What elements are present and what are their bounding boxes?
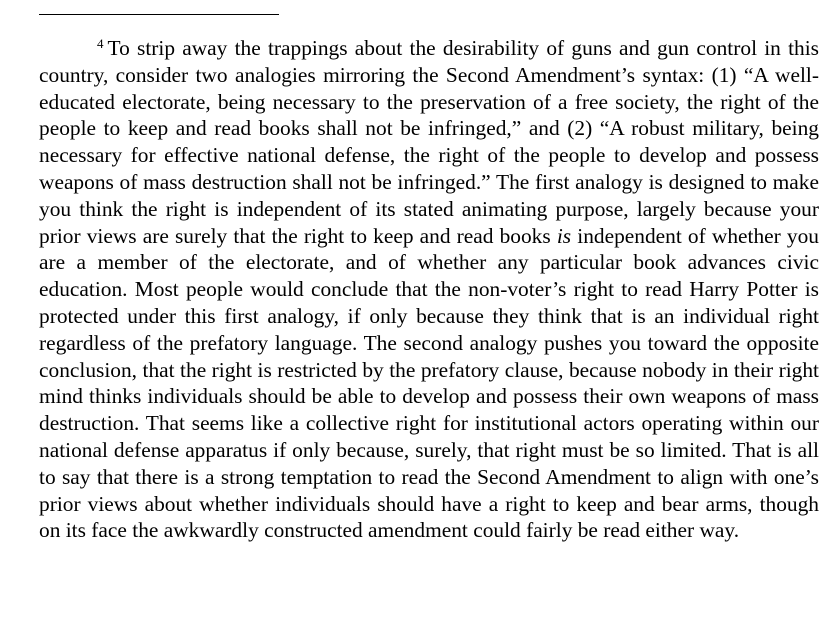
footnote-text-part-2: independent of whether you are a member of the electorate, and of whether any particular book advances civic education. Most people would conclude that the non-voter’s right to read Harry Potter is protected under this first analogy, if only because they think that is an individual right regardless of the prefatory language. The second analogy pushes you toward the opposite conclusion, that the right is restricted by the prefatory clause, because nobody in their right mind thinks individuals should be able to develop and possess their own weapons of mass destruction. That seems like a collective right for institutional actors operating within our national defense apparatus if only because, surely, that right must be so limited. That is all to say that there is a strong temptation to read the Second Amendment to align with one’s prior views about whether individuals should have a right to keep and bear arms, though on its face the awkwardly constructed amendment could fairly be read either way. — [39, 223, 819, 543]
footnote-emphasis: is — [556, 223, 572, 248]
footnote-paragraph — [39, 35, 819, 544]
footnote-number: 4 — [97, 36, 104, 51]
footnote-text-part-1: To strip away the trappings about the desirability of guns and gun control in this country, consider two analogies mirroring the Second Amendment’s syntax: (1) “A well-educated electorate, being necessary to the preservation of a free society, the right of the people to keep and read books shall not be infringed,” and (2) “A robust military, being necessary for effective national defense, the right of the people to develop and possess weapons of mass destruction shall not be infringed.” The first analogy is designed to make you think the right is independent of its stated animating purpose, largely because your prior views are surely that the right to keep and read books — [39, 36, 819, 248]
footnote-separator-rule — [39, 14, 279, 15]
